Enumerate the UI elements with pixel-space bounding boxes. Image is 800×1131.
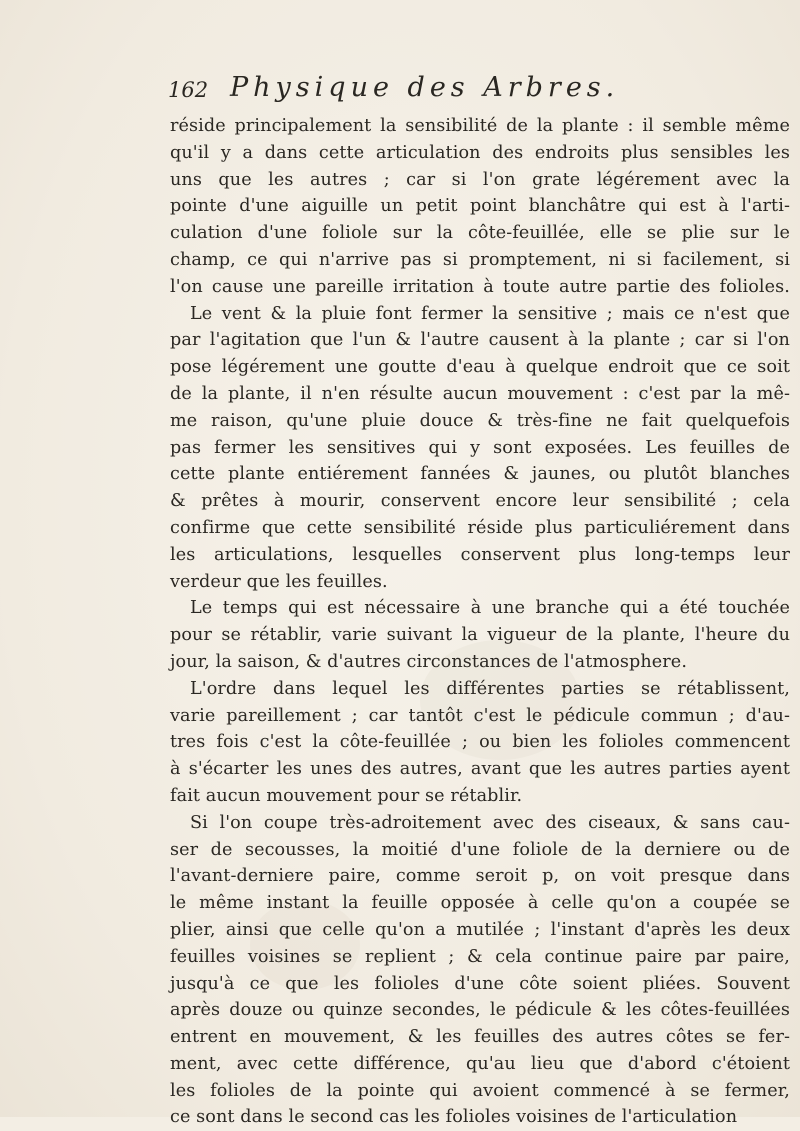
text-line: pointe d'une aiguille un petit point blanchâtre qui est à l'arti- (170, 196, 790, 217)
text-line: feuilles voisines se replient ; & cela continue paire par paire, (170, 946, 790, 967)
text-line: l'on cause une pareille irritation à toute autre partie des folioles. (170, 276, 790, 297)
text-line: plier, ainsi que celle qu'on a mutilée ; l'instant d'après les deux (170, 919, 790, 940)
text-line: fait aucun mouvement pour se rétablir. (170, 785, 523, 806)
text-line: verdeur que les feuilles. (170, 571, 388, 592)
text-line: à s'écarter les unes des autres, avant que les autres parties ayent (170, 759, 790, 780)
text-line: me raison, qu'une pluie douce & très-fine ne fait quelquefois (170, 410, 790, 431)
text-line: réside principalement la sensibilité de la plante : il semble même (170, 116, 790, 136)
text-line: varie pareillement ; car tantôt c'est le pédicule commun ; d'au- (170, 705, 790, 726)
body-text (170, 113, 790, 1131)
text-line: l'avant-derniere paire, comme seroit p, on voit presque dans (170, 866, 790, 887)
text-line: ment, avec cette différence, qu'au lieu que d'abord c'étoient (170, 1053, 790, 1074)
text-line: pour se rétablir, varie suivant la vigueur de la plante, l'heure du (170, 625, 790, 646)
text-line: L'ordre dans lequel les différentes parties se rétablissent, (190, 678, 790, 699)
text-line: entrent en mouvement, & les feuilles des autres côtes se fer- (170, 1027, 790, 1048)
page-header (168, 72, 788, 112)
text-line: ce sont dans le second cas les folioles voisines de l'articulation (170, 1107, 738, 1128)
text-line: tres fois c'est la côte-feuillée ; ou bien les folioles commencent (170, 732, 790, 753)
page-number: 162 (168, 78, 209, 102)
text-line: confirme que cette sensibilité réside plus particuliérement dans (170, 517, 790, 538)
text-line: de la plante, il n'en résulte aucun mouvement : c'est par la mê- (170, 383, 790, 404)
text-line: jusqu'à ce que les folioles d'une côte soient pliées. Souvent (170, 973, 790, 994)
text-line: qu'il y a dans cette articulation des endroits plus sensibles les (170, 142, 790, 163)
text-line: champ, ce qui n'arrive pas si promptement, ni si facilement, si (170, 249, 790, 270)
text-line: jour, la saison, & d'autres circonstances de l'atmosphere. (170, 651, 688, 672)
text-line: culation d'une foliole sur la côte-feuillée, elle se plie sur le (170, 223, 790, 244)
text-line: Si l'on coupe très-adroitement avec des ciseaux, & sans cau- (190, 812, 790, 833)
text-line: après douze ou quinze secondes, le pédicule & les côtes-feuillées (170, 1000, 790, 1021)
text-line: & prêtes à mourir, conservent encore leur sensibilité ; cela (170, 491, 790, 512)
text-line: ser de secousses, la moitié d'une foliole de la derniere ou de (170, 839, 790, 860)
text-line: cette plante entiérement fannées & jaunes, ou plutôt blanches (170, 464, 790, 485)
text-line: par l'agitation que l'un & l'autre causent à la plante ; car si l'on (170, 330, 790, 351)
text-line: les folioles de la pointe qui avoient commencé à se fermer, (170, 1080, 790, 1101)
text-line: Le temps qui est nécessaire à une branche qui a été touchée (190, 598, 790, 619)
text-line: Le vent & la pluie font fermer la sensitive ; mais ce n'est que (190, 303, 790, 324)
text-line: les articulations, lesquelles conservent plus long-temps leur (170, 544, 790, 565)
text-line: pas fermer les sensitives qui y sont exposées. Les feuilles de (170, 437, 790, 458)
text-line: le même instant la feuille opposée à celle qu'on a coupée se (170, 893, 790, 914)
text-line: pose légérement une goutte d'eau à quelque endroit que ce soit (170, 357, 790, 378)
text-line: uns que les autres ; car si l'on grate légérement avec la (170, 169, 790, 190)
running-head: Physique des Arbres. (230, 72, 620, 103)
